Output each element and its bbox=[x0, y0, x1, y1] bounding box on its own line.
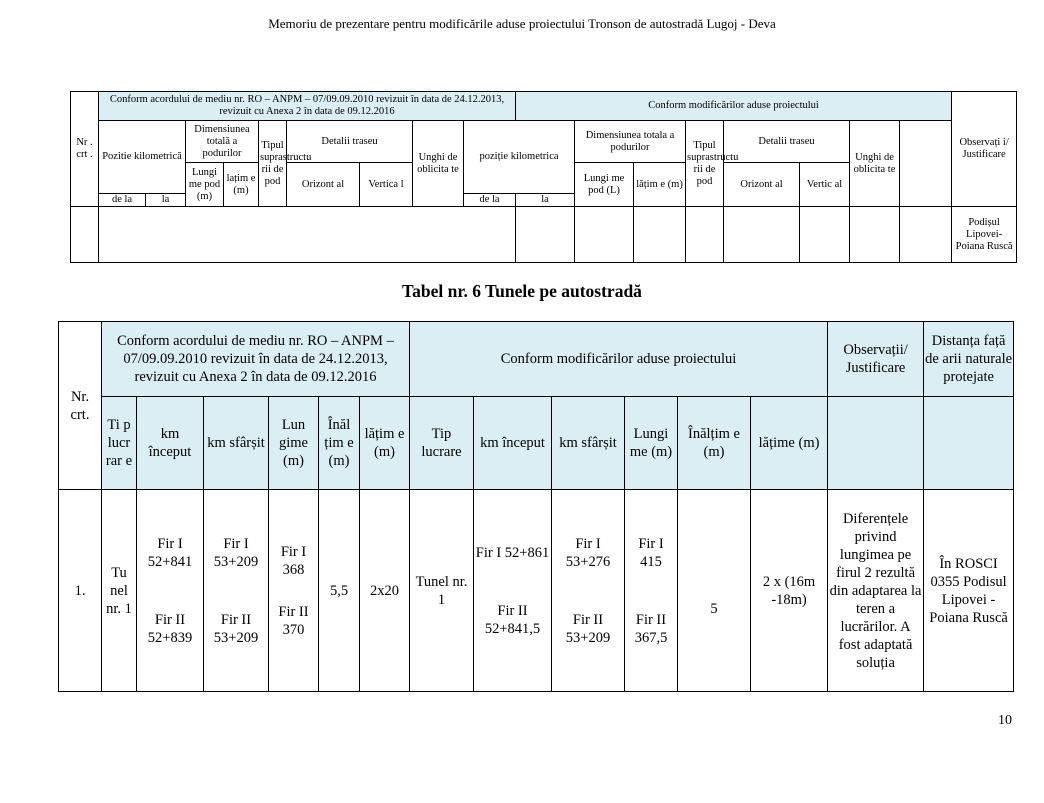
km-inceput-header: km început bbox=[137, 397, 204, 490]
fir-2-value: Fir II 370 bbox=[278, 603, 309, 638]
orizontal2-header: Orizont al bbox=[724, 163, 800, 207]
tipul2-header: Tipul suprastructu rii de pod bbox=[686, 121, 724, 207]
row-lungime2 bbox=[625, 490, 678, 692]
row-lungime bbox=[269, 490, 319, 692]
km-sfarsit-header: km sfârșit bbox=[204, 397, 269, 490]
nr-crt-header: Nr . crt . bbox=[71, 92, 99, 207]
row-km-inceput bbox=[137, 490, 204, 692]
fir-1-value: Fir I 52+861 bbox=[475, 544, 550, 561]
lungime-header: Lun gime (m) bbox=[269, 397, 319, 490]
row-latime2: 2 x (16m -18m) bbox=[751, 490, 828, 692]
lungime2-header: Lungi me (m) bbox=[625, 397, 678, 490]
table-cell bbox=[516, 207, 575, 263]
detalii-header: Detalii traseu bbox=[287, 121, 413, 163]
table-cell bbox=[724, 207, 800, 263]
fir-1-value: Fir I 52+841 bbox=[147, 535, 193, 570]
lungime2-header: Lungi me pod (L) bbox=[575, 163, 634, 207]
inaltime-header: Înăl țim e (m) bbox=[319, 397, 360, 490]
unghi-header: Unghi de oblicita te bbox=[413, 121, 464, 207]
table-cell bbox=[71, 207, 99, 263]
page-number: 10 bbox=[998, 713, 1012, 728]
row-tip: Tu nel nr. 1 bbox=[102, 490, 137, 692]
inaltime2-value: 5 bbox=[710, 600, 718, 617]
row-inaltime2 bbox=[678, 490, 751, 692]
row-km-sfarsit2 bbox=[552, 490, 625, 692]
table-row bbox=[59, 490, 1014, 692]
fir-1-value: Fir I 415 bbox=[638, 535, 664, 570]
detalii2-header: Detalii traseu bbox=[724, 121, 850, 163]
row-inaltime: 5,5 bbox=[319, 490, 360, 692]
dimensiunea2-header: Dimensiunea totala a podurilor bbox=[575, 121, 686, 163]
row-distanta: În ROSCI 0355 Podisul Lipovei - Poiana Ruscă bbox=[924, 490, 1014, 692]
fir-2-value: Fir II 53+209 bbox=[565, 611, 611, 646]
nr-crt-header: Nr. crt. bbox=[59, 322, 102, 490]
row-nr: 1. bbox=[59, 490, 102, 692]
row-km-inceput2 bbox=[474, 490, 552, 692]
table-caption: Tabel nr. 6 Tunele pe autostradă bbox=[402, 281, 642, 301]
table-cell bbox=[99, 207, 516, 263]
latime-header: lațim e (m) bbox=[224, 163, 259, 207]
inaltime2-header: Înălțim e (m) bbox=[678, 397, 751, 490]
acord-group-header: Conform acordului de mediu nr. RO – ANPM – 07/09.09.2010 revizuit în data de 24.12.2013, revizuit cu Anexa 2 în data de 09.12.2016 bbox=[99, 92, 516, 121]
table-cell bbox=[634, 207, 686, 263]
vertical-header: Vertica l bbox=[360, 163, 413, 207]
modif-group-header: Conform modificărilor aduse proiectului bbox=[410, 322, 828, 397]
bridges-table bbox=[70, 91, 1017, 263]
observatii-subheader bbox=[828, 397, 924, 490]
pozitie-km-header: Pozitie kilometrică bbox=[99, 121, 186, 194]
fir-1-value: Fir I 368 bbox=[280, 543, 307, 578]
page-header: Memoriu de prezentare pentru modificările aduse proiectului Tronson de autostradă Lugoj - Deva bbox=[268, 16, 776, 31]
observatii-header: Observații/ Justificare bbox=[828, 322, 924, 397]
la2-header: la bbox=[516, 194, 575, 207]
table-cell bbox=[800, 207, 850, 263]
tip-lucrare2-header: Tip lucrare bbox=[410, 397, 474, 490]
de-la2-header: de la bbox=[464, 194, 516, 207]
dimensiunea-header: Dimensiunea totală a podurilor bbox=[186, 121, 259, 163]
orizontal-header: Orizont al bbox=[287, 163, 360, 207]
fir-1-value: Fir I 53+209 bbox=[213, 535, 259, 570]
row-tip2: Tunel nr. 1 bbox=[410, 490, 474, 692]
modif-group-header: Conform modificărilor aduse proiectului bbox=[516, 92, 952, 121]
acord-group-header: Conform acordului de mediu nr. RO – ANPM – 07/09.09.2010 revizuit în data de 24.12.2013, revizuit cu Anexa 2 în data de 09.12.2016 bbox=[102, 322, 410, 397]
fir-2-value: Fir II 53+209 bbox=[213, 611, 259, 646]
fir-2-value: Fir II 52+839 bbox=[147, 611, 193, 646]
fir-2-value: Fir II 52+841,5 bbox=[484, 602, 541, 637]
table-cell bbox=[575, 207, 634, 263]
row-observatii: Podișul Lipovei- Poiana Ruscă bbox=[952, 207, 1017, 263]
tunnels-table bbox=[58, 321, 1014, 692]
de-la-header: de la bbox=[99, 194, 146, 207]
unghi2-header: Unghi de oblicita te bbox=[850, 121, 900, 207]
la-header: la bbox=[146, 194, 186, 207]
km-inceput2-header: km început bbox=[474, 397, 552, 490]
latime2-header: lățime (m) bbox=[751, 397, 828, 490]
lungime-header: Lungi me pod (m) bbox=[186, 163, 224, 207]
distanta-header: Distanța față de arii naturale protejate bbox=[924, 322, 1014, 397]
fir-1-value: Fir I 53+276 bbox=[565, 535, 611, 570]
latime2-header: lățim e (m) bbox=[634, 163, 686, 207]
pozitie-km2-header: poziție kilometrica bbox=[464, 121, 575, 194]
tipul-header: Tipul suprastructu rii de pod bbox=[259, 121, 287, 207]
tip-lucrare-header: Ti p lucr rar e bbox=[102, 397, 137, 490]
distanta-subheader bbox=[924, 397, 1014, 490]
table-cell bbox=[850, 207, 900, 263]
vertical2-header: Vertic al bbox=[800, 163, 850, 207]
row-observatii: Diferențele privind lungimea pe firul 2 rezultă din adaptarea la teren a lucrărilor. A fost adaptată soluția bbox=[828, 490, 924, 692]
fir-2-value: Fir II 367,5 bbox=[634, 611, 668, 646]
latime-header: lățim e (m) bbox=[360, 397, 410, 490]
table-cell bbox=[900, 207, 952, 263]
row-km-sfarsit bbox=[204, 490, 269, 692]
table-cell bbox=[686, 207, 724, 263]
row-latime: 2x20 bbox=[360, 490, 410, 692]
observatii-header: Observați i/ Justificare bbox=[952, 92, 1017, 207]
km-sfarsit2-header: km sfârșit bbox=[552, 397, 625, 490]
